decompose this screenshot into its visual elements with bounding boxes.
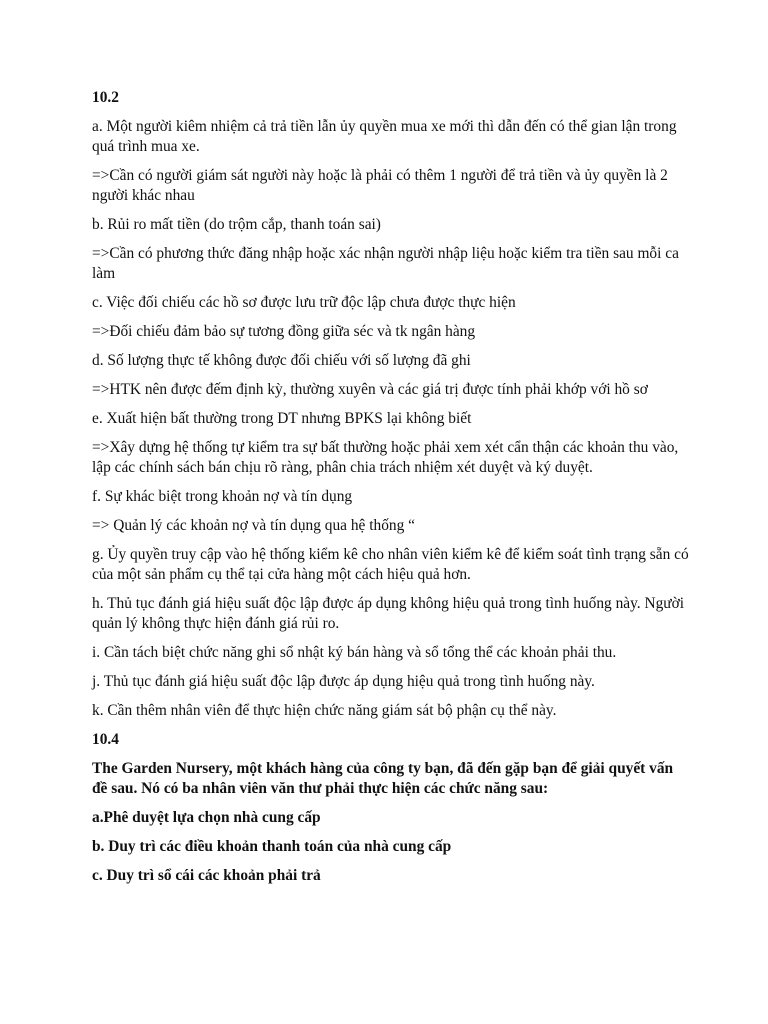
section-heading-10-4: 10.4 bbox=[92, 731, 119, 748]
function-a: a.Phê duyệt lựa chọn nhà cung cấp bbox=[92, 809, 321, 826]
paragraph-b-solution: =>Cần có phương thức đăng nhập hoặc xác nhận người nhập liệu hoặc kiểm tra tiền sau mỗi ca làm bbox=[92, 245, 679, 282]
section-heading-10-2: 10.2 bbox=[92, 89, 119, 106]
document-page bbox=[92, 88, 692, 895]
paragraph-f: f. Sự khác biệt trong khoản nợ và tín dụng bbox=[92, 488, 353, 505]
paragraph-h: h. Thủ tục đánh giá hiệu suất độc lập được áp dụng không hiệu quả trong tình huống này. Người quản lý không thực hiện đánh giá rủi ro. bbox=[92, 595, 685, 632]
paragraph-g: g. Ủy quyền truy cập vào hệ thống kiểm kê cho nhân viên kiểm kê để kiểm soát tình trạng sẵn có của một sản phẩm cụ thể tại cửa hàng một cách hiệu quả hơn. bbox=[92, 546, 689, 583]
paragraph-i: i. Cần tách biệt chức năng ghi sổ nhật ký bán hàng và sổ tổng thể các khoản phải thu. bbox=[92, 644, 617, 661]
paragraph-f-solution: => Quản lý các khoản nợ và tín dụng qua hệ thống “ bbox=[92, 517, 415, 534]
paragraph-b: b. Rủi ro mất tiền (do trộm cắp, thanh toán sai) bbox=[92, 216, 381, 233]
function-c: c. Duy trì sổ cái các khoản phải trả bbox=[92, 867, 321, 884]
paragraph-d: d. Số lượng thực tế không được đối chiếu với số lượng đã ghi bbox=[92, 352, 471, 369]
paragraph-j: j. Thủ tục đánh giá hiệu suất độc lập được áp dụng hiệu quả trong tình huống này. bbox=[92, 673, 595, 690]
intro-paragraph: The Garden Nursery, một khách hàng của công ty bạn, đã đến gặp bạn để giải quyết vấn đề sau. Nó có ba nhân viên văn thư phải thực hiện các chức năng sau: bbox=[92, 760, 674, 797]
paragraph-c-solution: =>Đối chiếu đảm bảo sự tương đồng giữa séc và tk ngân hàng bbox=[92, 323, 476, 340]
paragraph-a: a. Một người kiêm nhiệm cả trả tiền lẫn ủy quyền mua xe mới thì dẫn đến có thể gian lận trong quá trình mua xe. bbox=[92, 118, 677, 155]
function-b: b. Duy trì các điều khoản thanh toán của nhà cung cấp bbox=[92, 838, 452, 855]
paragraph-e-solution: =>Xây dựng hệ thống tự kiểm tra sự bất thường hoặc phải xem xét cẩn thận các khoản thu vào, lập các chính sách bán chịu rõ ràng, phân chia trách nhiệm xét duyệt và ký duyệt. bbox=[92, 439, 679, 476]
paragraph-d-solution: =>HTK nên được đếm định kỳ, thường xuyên và các giá trị được tính phải khớp với hồ sơ bbox=[92, 381, 648, 398]
paragraph-c: c. Việc đối chiếu các hồ sơ được lưu trữ độc lập chưa được thực hiện bbox=[92, 294, 516, 311]
paragraph-k: k. Cần thêm nhân viên để thực hiện chức năng giám sát bộ phận cụ thể này. bbox=[92, 702, 557, 719]
paragraph-a-solution: =>Cần có người giám sát người này hoặc là phải có thêm 1 người để trả tiền và ủy quyền là 2 người khác nhau bbox=[92, 167, 668, 204]
paragraph-e: e. Xuất hiện bất thường trong DT nhưng BPKS lại không biết bbox=[92, 410, 472, 427]
